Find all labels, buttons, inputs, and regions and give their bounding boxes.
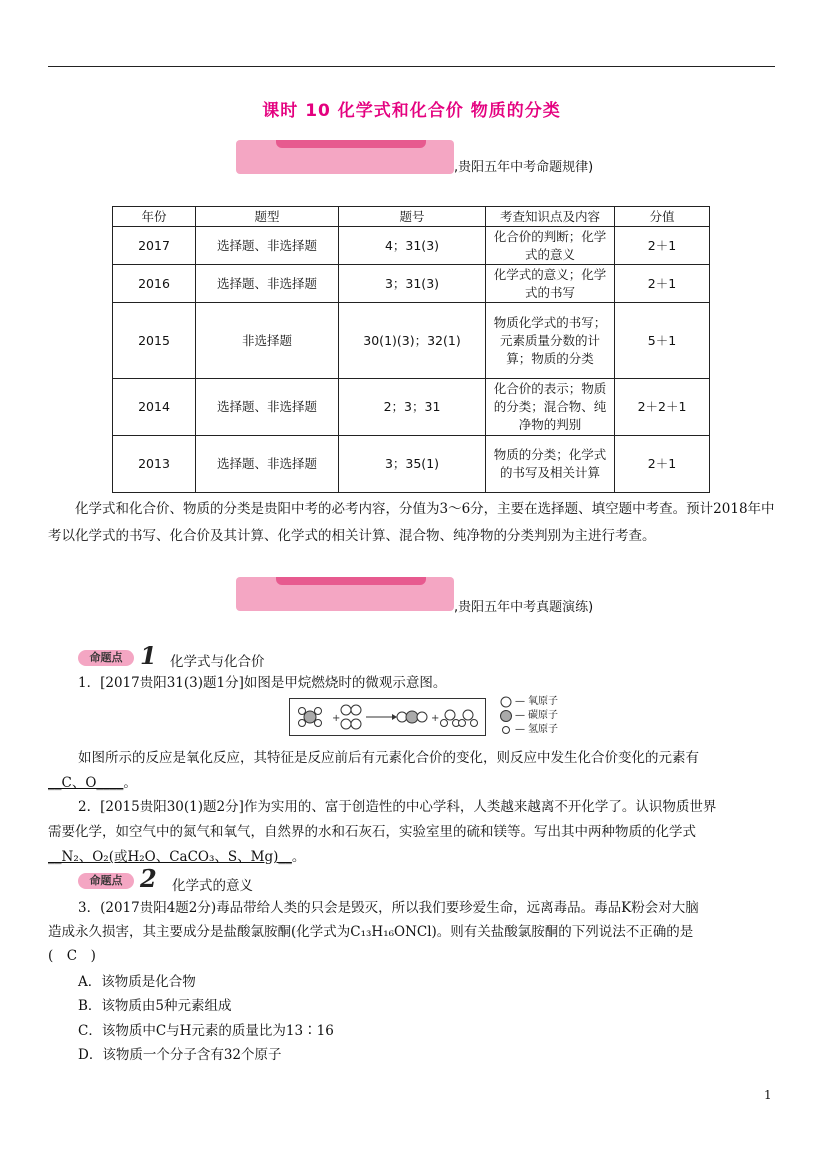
table-cell: 选择题、非选择题 — [196, 436, 339, 493]
table-cell: 2013 — [113, 436, 196, 493]
banner-caption: ,贵阳五年中考真题演练) — [454, 600, 594, 615]
topic-label: 化学式的意义 — [172, 878, 253, 894]
exam-table — [112, 206, 710, 493]
table-cell: 非选择题 — [196, 303, 339, 379]
header-cell: 年份 — [113, 207, 196, 227]
period: 。 — [291, 849, 306, 865]
oxygen-atom-icon — [351, 705, 361, 715]
table-cell: 选择题、非选择题 — [196, 379, 339, 436]
table-cell: 2＋1 — [615, 227, 710, 265]
oxygen-atom-icon — [341, 719, 351, 729]
question-1-body: 如图所示的反应是氧化反应，其特征是反应前后有元素化合价的变化，则反应中发生化合价变化的元素有 — [78, 750, 699, 766]
table-row — [113, 227, 710, 265]
question-3-answer: ( C ) — [48, 948, 96, 964]
header-cell: 分值 — [615, 207, 710, 227]
table-cell: 选择题、非选择题 — [196, 265, 339, 303]
table-cell: 化学式的意义；化学式的书写 — [486, 265, 615, 303]
table-cell: 物质的分类；化学式的书写及相关计算 — [486, 436, 615, 493]
option-d: D．该物质一个分子含有32个原子 — [78, 1047, 282, 1063]
legend-label: 氢原子 — [528, 724, 558, 735]
topic-number: 1 — [140, 641, 157, 670]
table-cell: 2＋1 — [615, 436, 710, 493]
answer-blank: __N₂、O₂(或H₂O、CaCO₃、S、Mg)__ — [48, 849, 292, 865]
legend-dash: — — [515, 696, 525, 707]
question-1-stem: 1．[2017贵阳31(3)题1分]如图是甲烷燃烧时的微观示意图。 — [78, 675, 447, 691]
question-3-line-2: 造成永久损害，其主要成分是盐酸氯胺酮(化学式为C₁₃H₁₆ONCl)。则有关盐酸氯胺酮的下列说法不正确的是 — [48, 924, 694, 940]
table-cell: 5＋1 — [615, 303, 710, 379]
table-row — [113, 436, 710, 493]
carbon-atom-icon — [406, 711, 418, 723]
table-cell: 2017 — [113, 227, 196, 265]
question-2-answer-line — [48, 847, 305, 867]
banner-stripe — [276, 577, 426, 585]
table-row — [113, 379, 710, 436]
option-c: C．该物质中C与H元素的质量比为13∶16 — [78, 1023, 334, 1039]
legend-label: 氧原子 — [528, 696, 558, 707]
table-cell: 化合价的表示；物质的分类；混合物、纯净物的判别 — [486, 379, 615, 436]
svg-text:+: + — [332, 713, 341, 724]
page-number: 1 — [764, 1088, 772, 1102]
question-1-answer-line — [48, 773, 137, 793]
header-cell: 题型 — [196, 207, 339, 227]
question-3-line-1: 3．(2017贵阳4题2分)毒品带给人类的只会是毁灭，所以我们要珍爱生命，远离毒品。毒品K粉会对大脑 — [78, 900, 699, 916]
section-banner — [236, 140, 454, 174]
oxygen-atom-icon — [463, 710, 473, 720]
hydrogen-atom-icon — [500, 724, 512, 736]
table-cell: 2＋2＋1 — [615, 379, 710, 436]
topic-tag: 命题点 — [78, 873, 134, 889]
period: 。 — [123, 775, 137, 791]
table-cell: 选择题、非选择题 — [196, 227, 339, 265]
methane-combustion-diagram — [289, 698, 486, 736]
legend-item — [500, 709, 558, 723]
diagram-legend — [500, 695, 558, 737]
table-row — [113, 303, 710, 379]
section-banner — [236, 577, 454, 611]
table-header-row — [113, 207, 710, 227]
table-cell: 3；35(1) — [339, 436, 486, 493]
oxygen-atom-icon — [445, 710, 455, 720]
carbon-atom-icon — [304, 711, 316, 723]
summary-paragraph: 化学式和化合价、物质的分类是贵阳中考的必考内容，分值为3～6分，主要在选择题、填空题中考查。预计2018年中考以化学式的书写、化合价及其计算、化学式的相关计算、混合物、纯净物的分类判别为主进行考查。 — [48, 501, 775, 544]
legend-item — [500, 723, 558, 737]
table-cell: 30(1)(3)；32(1) — [339, 303, 486, 379]
hydrogen-atom-icon — [299, 708, 306, 715]
table-cell: 3；31(3) — [339, 265, 486, 303]
oxygen-atom-icon — [341, 705, 351, 715]
table-cell: 4；31(3) — [339, 227, 486, 265]
header-cell: 考查知识点及内容 — [486, 207, 615, 227]
hydrogen-atom-icon — [459, 720, 466, 727]
table-row — [113, 265, 710, 303]
question-2-line-1: 2．[2015贵阳30(1)题2分]作为实用的、富于创造性的中心学科，人类越来越离不开化学了。认识物质世界 — [78, 799, 717, 815]
topic-label: 化学式与化合价 — [170, 654, 265, 670]
svg-text:+: + — [431, 713, 440, 724]
hydrogen-atom-icon — [315, 708, 322, 715]
legend-dash: — — [515, 710, 525, 721]
header-cell: 题号 — [339, 207, 486, 227]
hydrogen-atom-icon — [299, 720, 306, 727]
legend-label: 碳原子 — [528, 710, 558, 721]
banner-stripe — [276, 140, 426, 148]
banner-caption: ,贵阳五年中考命题规律) — [454, 160, 594, 175]
hydrogen-atom-icon — [315, 720, 322, 727]
legend-item — [500, 695, 558, 709]
oxygen-atom-icon — [417, 712, 427, 722]
table-cell: 物质化学式的书写；元素质量分数的计算；物质的分类 — [486, 303, 615, 379]
table-cell: 2015 — [113, 303, 196, 379]
carbon-atom-icon — [500, 710, 512, 722]
legend-dash: — — [515, 724, 525, 735]
oxygen-atom-icon — [351, 719, 361, 729]
topic-tag: 命题点 — [78, 650, 134, 666]
table-cell: 化合价的判断；化学式的意义 — [486, 227, 615, 265]
oxygen-atom-icon — [500, 696, 512, 708]
table-cell: 2；3；31 — [339, 379, 486, 436]
option-a: A．该物质是化合物 — [78, 974, 196, 990]
answer-blank: __C、O____ — [48, 775, 124, 791]
table-cell: 2016 — [113, 265, 196, 303]
page-title: 课时 10 化学式和化合价 物质的分类 — [262, 101, 561, 121]
table-cell: 2＋1 — [615, 265, 710, 303]
reaction-svg — [290, 699, 485, 735]
option-b: B．该物质由5种元素组成 — [78, 998, 232, 1014]
header-rule — [48, 66, 775, 67]
table-cell: 2014 — [113, 379, 196, 436]
hydrogen-atom-icon — [441, 720, 448, 727]
topic-number: 2 — [140, 864, 157, 893]
question-2-line-2: 需要化学，如空气中的氮气和氧气，自然界的水和石灰石，实验室里的硫和镁等。写出其中两种物质的化学式 — [48, 824, 696, 840]
hydrogen-atom-icon — [471, 720, 478, 727]
